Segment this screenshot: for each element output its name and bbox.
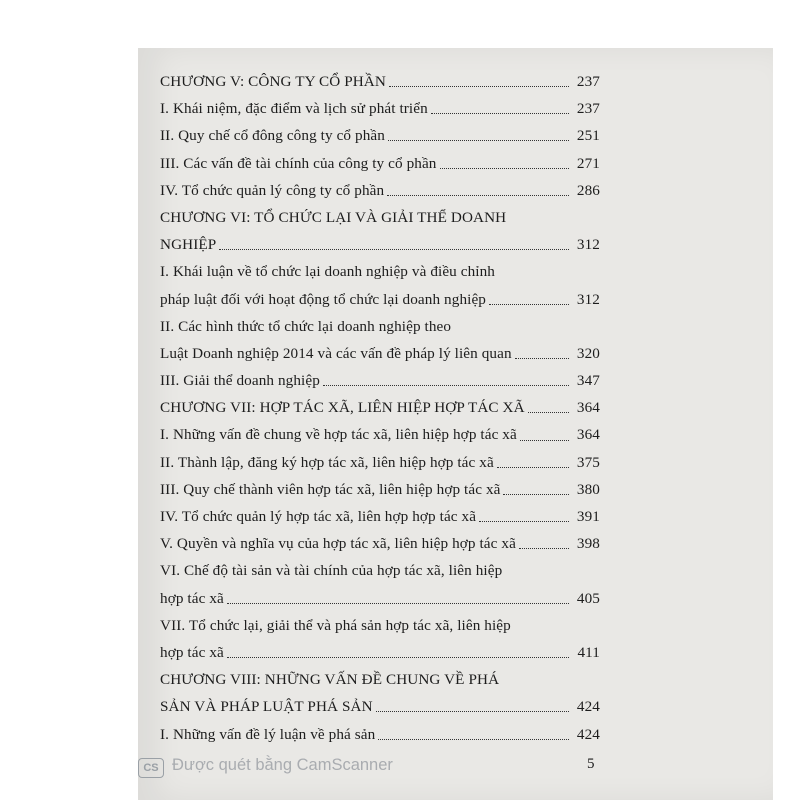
toc-entry-page: 320 [576, 344, 600, 362]
toc-entry-page: 424 [576, 698, 600, 716]
toc-entry [160, 612, 600, 639]
toc-entry [160, 639, 600, 666]
toc-entry-page: 312 [576, 236, 600, 254]
table-of-contents [160, 68, 600, 748]
toc-entry-page: 411 [577, 643, 600, 661]
page-number: 5 [587, 756, 595, 772]
scanner-watermark: Được quét bằng CamScanner [172, 756, 393, 774]
toc-entry [160, 503, 600, 530]
toc-entry-page: 364 [576, 399, 600, 417]
dot-leader [519, 548, 569, 549]
toc-entry-page: 398 [576, 535, 600, 553]
toc-entry-title: IV. Tổ chức quản lý công ty cổ phần [160, 181, 385, 199]
toc-entry-title: CHƯƠNG VIII: NHỮNG VẤN ĐỀ CHUNG VỀ PHÁ [160, 671, 500, 689]
toc-entry-page: 312 [576, 290, 600, 308]
dot-leader [219, 249, 569, 250]
toc-entry [160, 666, 600, 693]
toc-entry [160, 204, 600, 231]
toc-entry-page: 251 [576, 127, 600, 145]
dot-leader [520, 440, 569, 441]
toc-entry-page: 405 [576, 589, 600, 607]
camscanner-logo-icon: CS [138, 758, 164, 778]
toc-entry-page: 424 [576, 725, 600, 743]
toc-entry-page: 375 [576, 453, 600, 471]
toc-entry-page: 286 [576, 181, 600, 199]
toc-entry [160, 721, 600, 748]
toc-entry-title: hợp tác xã [160, 589, 224, 607]
dot-leader [479, 521, 569, 522]
page-footer [138, 756, 773, 786]
toc-entry [160, 258, 600, 285]
toc-entry-page: 364 [576, 426, 600, 444]
toc-entry-page: 347 [576, 372, 600, 390]
toc-entry [160, 557, 600, 584]
dot-leader [440, 168, 569, 169]
dot-leader [388, 140, 569, 141]
toc-entry [160, 421, 600, 448]
toc-entry-title: I. Khái niệm, đặc điểm và lịch sử phát triển [160, 100, 428, 118]
toc-entry [160, 286, 600, 313]
dot-leader [378, 739, 569, 740]
toc-entry-title: I. Những vấn đề chung về hợp tác xã, liên hiệp hợp tác xã [160, 426, 517, 444]
toc-entry-title: CHƯƠNG VI: TỔ CHỨC LẠI VÀ GIẢI THỂ DOANH [160, 208, 507, 226]
toc-entry-title: III. Giải thể doanh nghiệp [160, 372, 320, 390]
toc-entry [160, 476, 600, 503]
toc-entry-title: CHƯƠNG VII: HỢP TÁC XÃ, LIÊN HIỆP HỢP TÁC XÃ [160, 399, 525, 417]
dot-leader [431, 113, 569, 114]
toc-entry-title: I. Khái luận về tổ chức lại doanh nghiệp và điều chỉnh [160, 263, 496, 281]
dot-leader [389, 86, 569, 87]
toc-entry-page: 237 [576, 73, 600, 90]
toc-entry-title: IV. Tổ chức quản lý hợp tác xã, liên hợp hợp tác xã [160, 508, 477, 525]
toc-entry-title: NGHIỆP [160, 236, 217, 254]
dot-leader [323, 385, 569, 386]
dot-leader [227, 657, 569, 658]
toc-entry-page: 380 [576, 480, 600, 498]
toc-entry-page: 271 [576, 154, 600, 172]
toc-entry [160, 693, 600, 720]
toc-entry [160, 95, 600, 122]
toc-entry [160, 231, 600, 258]
toc-entry [160, 150, 600, 177]
toc-entry [160, 313, 600, 340]
toc-entry-title: II. Các hình thức tổ chức lại doanh nghiệp theo [160, 317, 452, 335]
toc-entry-title: II. Quy chế cổ đông công ty cổ phần [160, 127, 385, 145]
dot-leader [489, 304, 569, 305]
dot-leader [497, 467, 569, 468]
toc-entry [160, 449, 600, 476]
dot-leader [376, 711, 569, 712]
toc-entry-title: CHƯƠNG V: CÔNG TY CỔ PHẦN [160, 73, 386, 90]
toc-entry-title: Luật Doanh nghiệp 2014 và các vấn đề pháp lý liên quan [160, 344, 512, 362]
toc-entry-title: V. Quyền và nghĩa vụ của hợp tác xã, liên hiệp hợp tác xã [160, 535, 516, 553]
toc-entry-title: I. Những vấn đề lý luận về phá sản [160, 725, 376, 743]
toc-entry-title: hợp tác xã [160, 643, 224, 661]
toc-entry-title: VII. Tổ chức lại, giải thể và phá sản hợp tác xã, liên hiệp [160, 616, 511, 634]
toc-entry [160, 367, 600, 394]
toc-entry-title: III. Quy chế thành viên hợp tác xã, liên hiệp hợp tác xã [160, 480, 501, 498]
toc-entry [160, 122, 600, 149]
dot-leader [387, 195, 569, 196]
toc-entry-title: III. Các vấn đề tài chính của công ty cổ phần [160, 154, 437, 172]
toc-entry [160, 177, 600, 204]
dot-leader [528, 412, 569, 413]
toc-entry-page: 237 [576, 100, 600, 118]
toc-entry-title: SẢN VÀ PHÁP LUẬT PHÁ SẢN [160, 698, 373, 716]
toc-entry [160, 585, 600, 612]
dot-leader [515, 358, 569, 359]
toc-entry [160, 340, 600, 367]
toc-entry-title: II. Thành lập, đăng ký hợp tác xã, liên hiệp hợp tác xã [160, 453, 494, 471]
toc-entry-title: pháp luật đối với hoạt động tổ chức lại doanh nghiệp [160, 290, 486, 308]
toc-entry-page: 391 [576, 508, 600, 525]
toc-entry [160, 394, 600, 421]
toc-entry [160, 68, 600, 95]
toc-entry-title: VI. Chế độ tài sản và tài chính của hợp tác xã, liên hiệp [160, 562, 503, 580]
toc-entry [160, 530, 600, 557]
dot-leader [503, 494, 569, 495]
dot-leader [227, 603, 569, 604]
